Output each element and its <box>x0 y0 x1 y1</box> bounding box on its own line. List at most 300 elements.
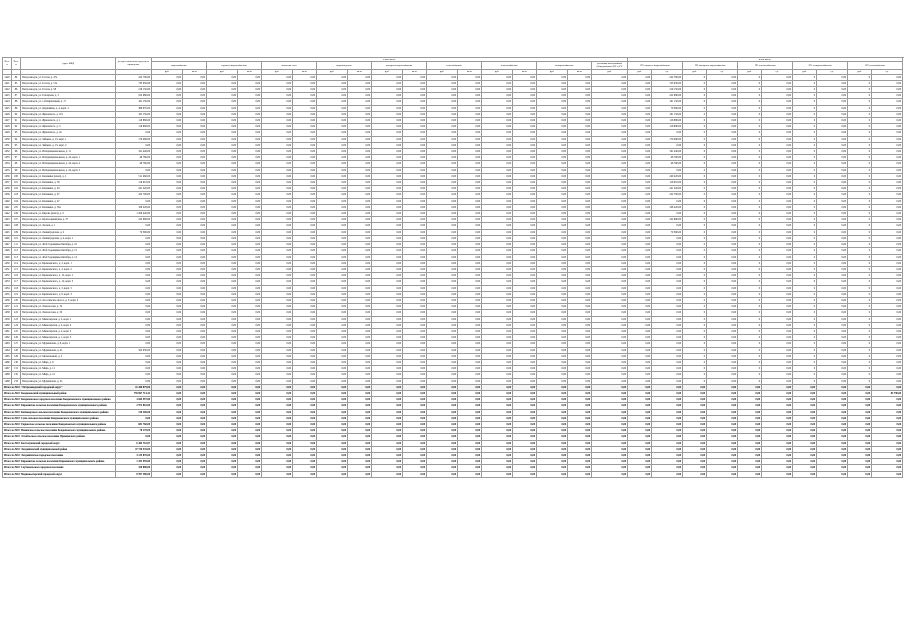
summary-value: 0,00 <box>427 434 458 440</box>
row-value: 0,00 <box>513 99 537 105</box>
summary-value: 0,00 <box>183 384 207 390</box>
row-value: 0,00 <box>262 359 293 365</box>
summary-value: 0,00 <box>568 397 592 403</box>
row-value: 0,00 <box>817 359 848 365</box>
row-address: Петрозаводск, ул. Кирова (ключ), д. 4 <box>21 211 116 217</box>
row-count: 0 <box>683 173 707 179</box>
row-count: 0 <box>683 359 707 365</box>
summary-value: 0,00 <box>592 409 628 415</box>
summary-value: 0,00 <box>293 384 317 390</box>
row-value: 0,00 <box>238 359 262 365</box>
row-value: 0,00 <box>262 316 293 322</box>
row-value: 0,00 <box>568 359 592 365</box>
row-count: 0 <box>793 304 817 310</box>
row-value: 0,00 <box>872 167 903 173</box>
summary-value: 0,00 <box>458 397 482 403</box>
summary-value: 0,00 <box>238 403 262 409</box>
summary-value: 0,00 <box>293 440 317 446</box>
summary-value: 0,00 <box>183 428 207 434</box>
row-total: 1 209 440,00 <box>116 211 152 217</box>
row-pu-value: 0,00 <box>652 297 683 303</box>
row-value: 0,00 <box>872 118 903 124</box>
row-pu-value: 0,00 <box>652 359 683 365</box>
row-value: 0,00 <box>238 211 262 217</box>
row-value: 0,00 <box>568 297 592 303</box>
row-value: 0,00 <box>238 235 262 241</box>
row-value: 0,00 <box>537 204 568 210</box>
row-value: 0,00 <box>537 273 568 279</box>
summary-value: 0,00 <box>817 415 848 421</box>
row-value: 0,00 <box>152 353 183 359</box>
row-value: 0,00 <box>458 316 482 322</box>
row-value: 0,00 <box>207 105 238 111</box>
summary-value: 0,00 <box>207 440 238 446</box>
row-pu-value: 46 760,00 <box>652 155 683 161</box>
row-count: 0 <box>738 273 762 279</box>
summary-value: 0,00 <box>738 415 762 421</box>
row-pu-value: 241 220,00 <box>652 186 683 192</box>
row-pu-value: 0,00 <box>652 335 683 341</box>
row-value: 0,00 <box>762 242 793 248</box>
row-address: Петрозаводск, ул. Машезерская, д. 2, корп. 2 <box>21 322 116 328</box>
row-value: 0,00 <box>458 347 482 353</box>
summary-value: 0,00 <box>683 397 707 403</box>
row-value: 0,00 <box>403 136 427 142</box>
row-address: Петрозаводск, ул. Интернациональная, д. 24, корп. 4 <box>21 161 116 167</box>
summary-value: 0,00 <box>372 434 403 440</box>
row-value: 0,00 <box>568 217 592 223</box>
row-value: 0,00 <box>568 167 592 173</box>
summary-value: 0,00 <box>683 446 707 452</box>
header-unit: кв.м. <box>348 69 372 74</box>
row-value: 0,00 <box>458 235 482 241</box>
summary-value: 0,00 <box>317 397 348 403</box>
row-value: 0,00 <box>152 248 183 254</box>
summary-value: 0,00 <box>707 397 738 403</box>
row-value: 0,00 <box>537 378 568 384</box>
row-count: 0 <box>793 217 817 223</box>
row-value: 0,00 <box>262 136 293 142</box>
row-value: 0,00 <box>592 223 628 229</box>
row-value: 0,00 <box>372 235 403 241</box>
summary-value: 0,00 <box>793 390 817 396</box>
row-value: 0,00 <box>482 378 513 384</box>
summary-value: 0,00 <box>707 409 738 415</box>
row-npp: 1422 <box>4 88 10 92</box>
summary-value: 0,00 <box>427 428 458 434</box>
summary-value: 0,00 <box>317 421 348 427</box>
row-value: 0,00 <box>293 167 317 173</box>
summary-value: 0,00 <box>372 415 403 421</box>
row-count: 0 <box>738 80 762 86</box>
row-value: 0,00 <box>817 285 848 291</box>
row-num: 111 <box>12 242 21 248</box>
row-npp: 1445 <box>4 230 10 234</box>
summary-value: 0,00 <box>568 440 592 446</box>
row-num: 84 <box>12 74 21 80</box>
summary-value: 0,00 <box>372 459 403 465</box>
row-value: 0,00 <box>427 359 458 365</box>
summary-value: 0,00 <box>793 421 817 427</box>
row-value: 0,00 <box>482 80 513 86</box>
row-total: 0,00 <box>116 291 152 297</box>
row-value: 0,00 <box>568 347 592 353</box>
row-value: 0,00 <box>628 93 652 99</box>
summary-value: 0,00 <box>707 459 738 465</box>
summary-value: 0,00 <box>403 446 427 452</box>
row-npp: 1441 <box>4 205 10 209</box>
summary-value: 0,00 <box>592 465 628 471</box>
row-value: 0,00 <box>592 316 628 322</box>
summary-value: 0,00 <box>762 465 793 471</box>
row-value: 0,00 <box>568 124 592 130</box>
summary-last: 0,00 <box>872 384 903 390</box>
row-num: 130 <box>12 359 21 365</box>
row-value: 0,00 <box>238 192 262 198</box>
row-npp: 1448 <box>4 249 10 253</box>
row-pu-value: 116 880,00 <box>652 124 683 130</box>
header-unit: ед. <box>652 69 683 74</box>
row-value: 0,00 <box>707 80 738 86</box>
row-value: 0,00 <box>183 310 207 316</box>
row-value: 0,00 <box>183 74 207 80</box>
row-value: 0,00 <box>403 180 427 186</box>
row-count: 0 <box>848 291 872 297</box>
row-value: 0,00 <box>403 80 427 86</box>
row-value: 0,00 <box>872 341 903 347</box>
row-count: 0 <box>793 335 817 341</box>
row-value: 0,00 <box>482 167 513 173</box>
row-value: 0,00 <box>183 155 207 161</box>
summary-value: 0,00 <box>183 459 207 465</box>
summary-value: 0,00 <box>568 428 592 434</box>
row-value: 0,00 <box>427 198 458 204</box>
row-pu-value: 0,00 <box>652 316 683 322</box>
row-value: 0,00 <box>317 341 348 347</box>
row-pu-value: 0,00 <box>652 378 683 384</box>
summary-label: Итого по МО: Гирвасское сельское поселение Кондопожского муниципального района <box>3 421 116 427</box>
row-value: 0,00 <box>762 186 793 192</box>
row-value: 0,00 <box>262 80 293 86</box>
summary-value: 0,00 <box>458 403 482 409</box>
row-value: 0,00 <box>817 80 848 86</box>
row-value: 0,00 <box>458 260 482 266</box>
row-value: 0,00 <box>817 161 848 167</box>
row-count: 0 <box>848 124 872 130</box>
summary-value: 0,00 <box>458 409 482 415</box>
row-count: 0 <box>738 378 762 384</box>
row-count: 0 <box>683 279 707 285</box>
row-value: 0,00 <box>707 291 738 297</box>
summary-value: 0,00 <box>628 397 652 403</box>
row-value: 0,00 <box>348 254 372 260</box>
row-value: 0,00 <box>238 105 262 111</box>
row-value: 0,00 <box>152 378 183 384</box>
row-value: 0,00 <box>482 93 513 99</box>
summary-total: 6 464 710,87 <box>116 440 152 446</box>
row-value: 0,00 <box>238 223 262 229</box>
row-count: 0 <box>793 173 817 179</box>
row-value: 0,00 <box>872 316 903 322</box>
summary-value: 0,00 <box>262 440 293 446</box>
row-value: 0,00 <box>348 80 372 86</box>
row-value: 0,00 <box>762 322 793 328</box>
row-value: 0,00 <box>513 310 537 316</box>
row-value: 0,00 <box>482 155 513 161</box>
row-value: 0,00 <box>817 192 848 198</box>
row-count: 0 <box>793 378 817 384</box>
row-value: 0,00 <box>762 273 793 279</box>
row-value: 0,00 <box>262 87 293 93</box>
row-value: 0,00 <box>207 173 238 179</box>
summary-value: 0,00 <box>183 415 207 421</box>
row-value: 0,00 <box>513 285 537 291</box>
summary-value: 0,00 <box>738 403 762 409</box>
summary-value: 0,00 <box>568 390 592 396</box>
row-value: 0,00 <box>482 118 513 124</box>
summary-value: 0,00 <box>427 453 458 459</box>
row-pu-value: 191 440,00 <box>652 149 683 155</box>
summary-total: 210 300,00 <box>116 409 152 415</box>
row-value: 0,00 <box>372 204 403 210</box>
summary-value: 0,00 <box>482 434 513 440</box>
row-count: 0 <box>738 366 762 372</box>
table-header <box>3 58 903 75</box>
row-count: 0 <box>683 111 707 117</box>
row-value: 0,00 <box>458 80 482 86</box>
row-value: 0,00 <box>293 229 317 235</box>
row-value: 0,00 <box>152 260 183 266</box>
row-value: 0,00 <box>513 372 537 378</box>
summary-value: 0,00 <box>762 471 793 477</box>
row-value: 0,00 <box>262 155 293 161</box>
row-value: 0,00 <box>427 328 458 334</box>
row-count: 0 <box>793 359 817 365</box>
row-num: 109 <box>12 229 21 235</box>
row-value: 0,00 <box>183 93 207 99</box>
row-pu-value: 0,00 <box>652 211 683 217</box>
row-address: Петрозаводск, ул. Гончарова, д. 3 <box>21 93 116 99</box>
row-address: Петрозаводск, ул. Машезерская, д. 2, корп. 1 <box>21 316 116 322</box>
summary-value: 0,00 <box>652 446 683 452</box>
row-value: 0,00 <box>458 223 482 229</box>
row-value: 0,00 <box>592 99 628 105</box>
row-value: 0,00 <box>293 285 317 291</box>
summary-last: 0,00 <box>872 403 903 409</box>
row-value: 0,00 <box>207 217 238 223</box>
summary-value: 0,00 <box>628 409 652 415</box>
row-total: 0,00 <box>116 235 152 241</box>
row-value: 0,00 <box>183 328 207 334</box>
row-value: 0,00 <box>707 359 738 365</box>
row-value: 0,00 <box>482 372 513 378</box>
summary-value: 0,00 <box>652 440 683 446</box>
row-count: 0 <box>793 285 817 291</box>
row-pu-value: 0,00 <box>652 142 683 148</box>
row-value: 0,00 <box>707 328 738 334</box>
row-value: 0,00 <box>238 304 262 310</box>
row-value: 0,00 <box>238 347 262 353</box>
row-value: 0,00 <box>762 266 793 272</box>
row-value: 0,00 <box>152 254 183 260</box>
row-value: 0,00 <box>427 99 458 105</box>
row-value: 0,00 <box>592 173 628 179</box>
row-value: 0,00 <box>207 93 238 99</box>
row-count: 0 <box>683 353 707 359</box>
row-value: 0,00 <box>403 359 427 365</box>
row-value: 0,00 <box>207 235 238 241</box>
summary-value: 0,00 <box>262 446 293 452</box>
row-num: 110 <box>12 235 21 241</box>
summary-value: 0,00 <box>592 440 628 446</box>
row-count: 0 <box>738 341 762 347</box>
row-value: 0,00 <box>458 173 482 179</box>
row-value: 0,00 <box>317 155 348 161</box>
row-address: Петрозаводск, ул. Ленинградская, д. 4, корп. 1 <box>21 235 116 241</box>
row-count: 0 <box>793 297 817 303</box>
summary-value: 0,00 <box>152 471 183 477</box>
row-value: 0,00 <box>762 80 793 86</box>
row-value: 0,00 <box>872 285 903 291</box>
row-value: 0,00 <box>762 304 793 310</box>
row-value: 0,00 <box>592 322 628 328</box>
row-value: 0,00 <box>293 322 317 328</box>
row-address: Петрозаводск, ул. Машезерская, д. 2, корп. 3 <box>21 328 116 334</box>
summary-value: 0,00 <box>652 397 683 403</box>
row-npp: 1426 <box>4 112 10 116</box>
row-value: 0,00 <box>817 372 848 378</box>
summary-value: 0,00 <box>707 453 738 459</box>
row-value: 0,00 <box>817 353 848 359</box>
summary-label: Итого по МО: Медвежьегорский городской округ <box>3 471 116 477</box>
summary-value: 0,00 <box>848 471 872 477</box>
row-value: 0,00 <box>403 211 427 217</box>
row-count: 0 <box>738 180 762 186</box>
header-group-1: в том числе: <box>152 58 628 62</box>
row-value: 0,00 <box>537 372 568 378</box>
row-value: 0,00 <box>592 198 628 204</box>
row-npp: 1420 <box>4 75 10 79</box>
row-value: 0,00 <box>592 149 628 155</box>
row-value: 0,00 <box>762 87 793 93</box>
row-value: 0,00 <box>513 118 537 124</box>
summary-value: 0,00 <box>207 434 238 440</box>
summary-last: 0,00 <box>872 397 903 403</box>
row-address: Петрозаводск, ул. Мира, д. 12 <box>21 372 116 378</box>
row-value: 0,00 <box>707 242 738 248</box>
row-value: 0,00 <box>427 204 458 210</box>
row-value: 0,00 <box>427 118 458 124</box>
row-value: 0,00 <box>207 229 238 235</box>
row-count: 0 <box>848 248 872 254</box>
row-value: 0,00 <box>762 229 793 235</box>
row-value: 0,00 <box>207 347 238 353</box>
row-value: 0,00 <box>537 161 568 167</box>
row-value: 0,00 <box>817 223 848 229</box>
summary-value: 0,00 <box>152 453 183 459</box>
row-value: 0,00 <box>537 279 568 285</box>
row-pu-value: 0,00 <box>652 235 683 241</box>
row-value: 0,00 <box>372 217 403 223</box>
row-value: 0,00 <box>262 254 293 260</box>
summary-value: 0,00 <box>458 421 482 427</box>
row-value: 0,00 <box>427 347 458 353</box>
row-npp: 1425 <box>4 106 10 110</box>
row-value: 0,00 <box>592 297 628 303</box>
row-count: 0 <box>683 291 707 297</box>
summary-value: 0,00 <box>262 459 293 465</box>
row-value: 0,00 <box>482 211 513 217</box>
summary-last: 0,00 <box>872 465 903 471</box>
row-value: 0,00 <box>183 173 207 179</box>
row-value: 0,00 <box>872 111 903 117</box>
summary-value: 0,00 <box>537 428 568 434</box>
row-value: 0,00 <box>262 124 293 130</box>
summary-value: 0,00 <box>793 446 817 452</box>
row-value: 0,00 <box>427 353 458 359</box>
row-value: 0,00 <box>293 242 317 248</box>
summary-value: 0,00 <box>207 428 238 434</box>
row-value: 0,00 <box>707 149 738 155</box>
row-value: 0,00 <box>403 316 427 322</box>
row-value: 0,00 <box>592 347 628 353</box>
row-value: 0,00 <box>372 328 403 334</box>
row-value: 0,00 <box>317 74 348 80</box>
row-npp: 1452 <box>4 274 10 278</box>
row-value: 0,00 <box>592 266 628 272</box>
row-value: 0,00 <box>872 279 903 285</box>
row-value: 0,00 <box>238 93 262 99</box>
summary-value: 0,00 <box>427 384 458 390</box>
row-value: 0,00 <box>872 335 903 341</box>
row-value: 0,00 <box>427 260 458 266</box>
row-value: 0,00 <box>458 149 482 155</box>
header-unit: руб. <box>628 69 652 74</box>
row-value: 0,00 <box>348 285 372 291</box>
row-value: 0,00 <box>458 266 482 272</box>
row-value: 0,00 <box>372 93 403 99</box>
row-value: 0,00 <box>348 335 372 341</box>
summary-value: 0,00 <box>738 428 762 434</box>
row-count: 0 <box>848 328 872 334</box>
row-value: 0,00 <box>537 198 568 204</box>
row-count: 0 <box>793 87 817 93</box>
row-value: 0,00 <box>537 366 568 372</box>
summary-value: 0,00 <box>183 397 207 403</box>
row-value: 0,00 <box>183 260 207 266</box>
summary-value: 0,00 <box>537 384 568 390</box>
row-count: 0 <box>793 229 817 235</box>
row-address: Петрозаводск, ул. Ломоносова, д. 3б <box>21 310 116 316</box>
summary-value: 0,00 <box>317 409 348 415</box>
row-value: 0,00 <box>762 316 793 322</box>
summary-value: 0,00 <box>262 384 293 390</box>
row-total: 0,00 <box>116 254 152 260</box>
row-value: 0,00 <box>707 353 738 359</box>
row-total: 0,00 <box>116 266 152 272</box>
row-value: 0,00 <box>707 285 738 291</box>
row-value: 0,00 <box>707 186 738 192</box>
summary-value: 0,00 <box>707 384 738 390</box>
summary-value: 0,00 <box>793 409 817 415</box>
summary-value: 0,00 <box>372 453 403 459</box>
row-value: 0,00 <box>568 130 592 136</box>
row-value: 0,00 <box>152 180 183 186</box>
row-value: 0,00 <box>592 186 628 192</box>
row-value: 0,00 <box>568 304 592 310</box>
row-count: 0 <box>793 279 817 285</box>
summary-value: 0,00 <box>238 440 262 446</box>
